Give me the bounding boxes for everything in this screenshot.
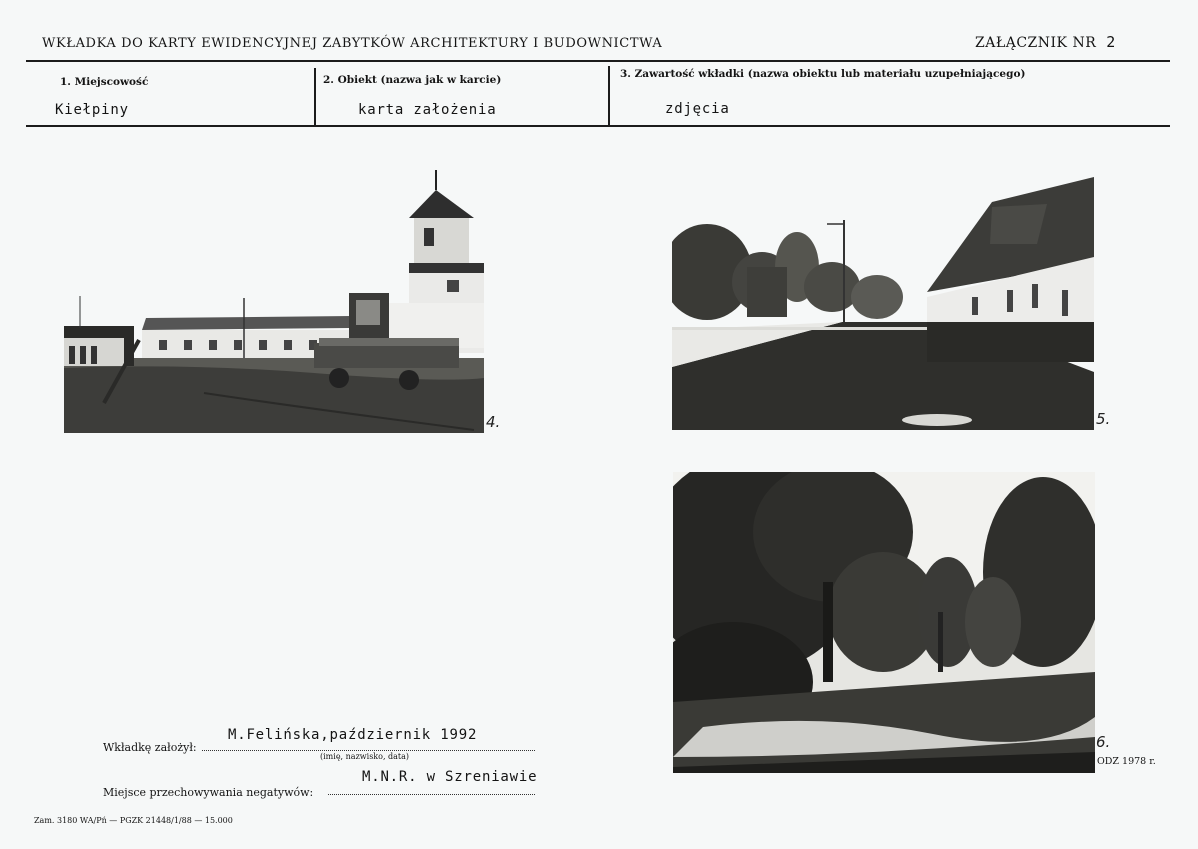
field-divider-2: [608, 66, 610, 126]
header-bottom-rule: [26, 125, 1170, 127]
form-title: WKŁADKA DO KARTY EWIDENCYJNEJ ZABYTKÓW ARCHITEKTURY I BUDOWNICTWA: [42, 36, 663, 51]
photo-road-barn: [672, 172, 1094, 430]
object-value: karta założenia: [358, 102, 497, 118]
photo-number-4: 4.: [486, 413, 501, 431]
negatives-label: Miejsce przechowywania negatywów:: [103, 786, 314, 799]
negatives-line: [328, 794, 535, 795]
header-top-rule: [26, 60, 1170, 62]
odz-stamp: ODZ 1978 r.: [1097, 756, 1156, 767]
photo-farmyard-tower: [64, 168, 484, 433]
negatives-value: M.N.R. w Szreniawie: [362, 769, 538, 785]
object-label: 2. Obiekt (nazwa jak w karcie): [323, 74, 502, 86]
field-divider-1: [314, 68, 316, 126]
created-by-value: M.Felińska,październik 1992: [228, 727, 478, 743]
created-by-label: Wkładkę założył:: [103, 741, 197, 754]
photo-number-6: 6.: [1096, 733, 1111, 751]
locality-value: Kiełpiny: [55, 102, 129, 118]
annex-label: [975, 33, 1116, 51]
photo-park-trees: [673, 472, 1095, 773]
contents-label: 3. Zawartość wkładki (nazwa obiektu lub materiału uzupełniającego): [620, 68, 1026, 80]
created-by-hint: (imię, nazwisko, data): [320, 752, 410, 761]
created-by-line: [202, 750, 535, 751]
annex-label-text: ZAŁĄCZNIK NR: [975, 35, 1097, 51]
photo-number-5: 5.: [1096, 410, 1111, 428]
contents-value: zdjęcia: [665, 101, 730, 117]
locality-label: 1. Miejscowość: [60, 76, 149, 88]
print-info: Zam. 3180 WA/Pń — PGZK 21448/1/88 — 15.000: [34, 816, 233, 825]
annex-number: 2: [1106, 33, 1116, 51]
